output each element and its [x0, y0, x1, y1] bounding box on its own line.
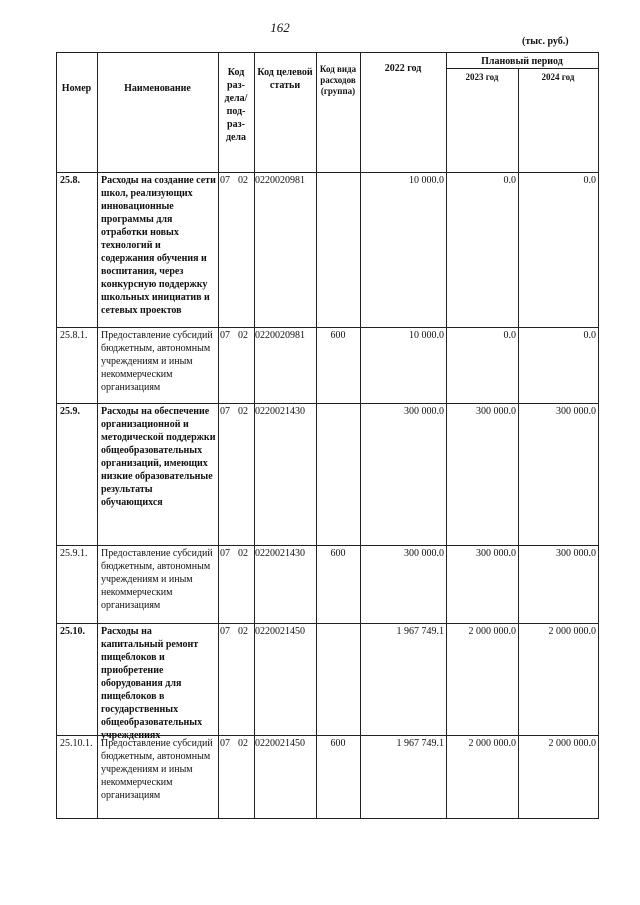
- row-expense-type: 600: [330, 330, 346, 341]
- header-year-2024: 2024 год: [541, 72, 575, 82]
- row-section: 07: [220, 548, 230, 559]
- row-name: Предоставление субсидий бюджетным, автономным учреждениям и иным некоммерческим организациям: [101, 738, 213, 801]
- row-number: 25.9.1.: [60, 548, 88, 559]
- row-section: 07: [220, 406, 230, 417]
- row-target-code: 0220021450: [255, 738, 305, 749]
- column-divider: [316, 52, 317, 818]
- row-name: Расходы на создание сети школ, реализующих инновационные программы для отработки новых технологий и содержания обучения и воспитания, через конкурсную поддержку школьных инициатив и сетевых проектов: [101, 175, 216, 316]
- row-value-2024: 2 000 000.0: [548, 738, 596, 749]
- row-number: 25.10.: [60, 626, 85, 637]
- row-value-2023: 0.0: [503, 175, 516, 186]
- row-value-2023: 2 000 000.0: [468, 738, 516, 749]
- row-value-2024: 300 000.0: [556, 406, 596, 417]
- row-value-2024: 0.0: [583, 175, 596, 186]
- row-subsection: 02: [238, 330, 248, 341]
- row-subsection: 02: [238, 738, 248, 749]
- header-year-2023: 2023 год: [465, 72, 499, 82]
- header-number: Номер: [61, 83, 92, 94]
- row-number: 25.8.: [60, 175, 80, 186]
- row-target-code: 0220020981: [255, 330, 305, 341]
- row-value-2022: 1 967 749.1: [396, 738, 444, 749]
- table-side-border: [598, 52, 599, 818]
- row-subsection: 02: [238, 548, 248, 559]
- row-value-2022: 10 000.0: [409, 175, 444, 186]
- column-divider: [360, 52, 361, 818]
- header-expense-type: Код вида расходов (группа): [319, 64, 357, 96]
- row-number: 25.10.1.: [60, 738, 93, 749]
- table-top-border: [56, 52, 599, 53]
- row-divider: [56, 818, 599, 819]
- row-target-code: 0220021430: [255, 548, 305, 559]
- header-section-code: Код раз-дела/ под-раз-дела: [224, 67, 248, 143]
- column-divider: [518, 68, 519, 818]
- row-name: Предоставление субсидий бюджетным, автономным учреждениям и иным некоммерческим организациям: [101, 330, 213, 393]
- row-value-2022: 300 000.0: [404, 406, 444, 417]
- row-name: Предоставление субсидий бюджетным, автономным учреждениям и иным некоммерческим организациям: [101, 548, 213, 611]
- row-name: Расходы на обеспечение организационной и методической поддержки общеобразовательных организаций, имеющих низкие образовательные результаты обучающихся: [101, 406, 216, 508]
- row-section: 07: [220, 626, 230, 637]
- header-planned-period: Плановый период: [481, 56, 563, 67]
- row-target-code: 0220021430: [255, 406, 305, 417]
- row-target-code: 0220021450: [255, 626, 305, 637]
- row-subsection: 02: [238, 175, 248, 186]
- row-section: 07: [220, 175, 230, 186]
- table-side-border: [56, 52, 57, 818]
- row-expense-type: 600: [330, 738, 346, 749]
- row-value-2022: 1 967 749.1: [396, 626, 444, 637]
- row-expense-type: 600: [330, 548, 346, 559]
- units-label: (тыс. руб.): [522, 36, 569, 47]
- row-value-2024: 300 000.0: [556, 548, 596, 559]
- page-number: 162: [270, 20, 290, 35]
- column-divider: [446, 52, 447, 818]
- row-value-2024: 0.0: [583, 330, 596, 341]
- header-target-code: Код целевой статьи: [257, 67, 313, 91]
- row-value-2022: 300 000.0: [404, 548, 444, 559]
- planned-period-divider: [446, 68, 599, 69]
- row-value-2023: 2 000 000.0: [468, 626, 516, 637]
- row-section: 07: [220, 738, 230, 749]
- row-name: Расходы на капитальный ремонт пищеблоков и приобретение оборудования для пищеблоков в государственных общеобразовательных учреждениях: [101, 626, 203, 741]
- row-number: 25.9.: [60, 406, 80, 417]
- column-divider: [97, 52, 98, 818]
- row-value-2023: 300 000.0: [476, 406, 516, 417]
- row-target-code: 0220020981: [255, 175, 305, 186]
- row-value-2023: 0.0: [503, 330, 516, 341]
- column-divider: [254, 52, 255, 818]
- column-divider: [218, 52, 219, 818]
- header-year-2022: 2022 год: [384, 63, 422, 74]
- row-section: 07: [220, 330, 230, 341]
- row-value-2022: 10 000.0: [409, 330, 444, 341]
- row-subsection: 02: [238, 406, 248, 417]
- row-value-2023: 300 000.0: [476, 548, 516, 559]
- row-value-2024: 2 000 000.0: [548, 626, 596, 637]
- row-number: 25.8.1.: [60, 330, 88, 341]
- row-subsection: 02: [238, 626, 248, 637]
- header-name: Наименование: [124, 83, 191, 94]
